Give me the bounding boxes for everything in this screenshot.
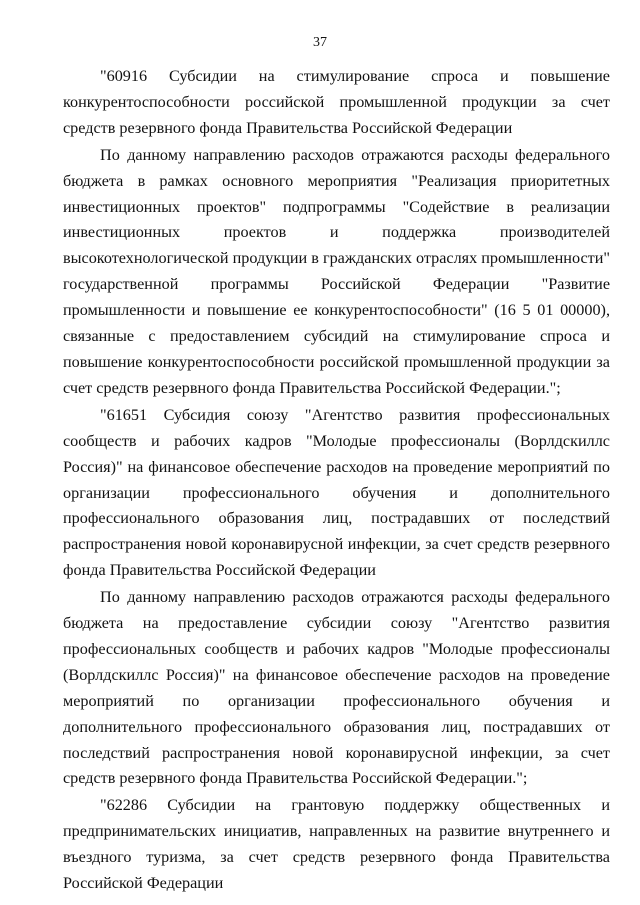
document-body: [63, 64, 610, 898]
paragraph-60916-description: По данному направлению расходов отражаются расходы федерального бюджета в рамках основного мероприятия "Реализация приоритетных инвестиционных проектов" подпрограммы "Содействие в реализации инвестиционных проектов и поддержка производителей высокотехнологической продукции в гражданских отраслях промышленности" государственной программы Российской Федерации "Развитие промышленности и повышение ее конкурентоспособности" (16 5 01 00000), связанные с предоставлением субсидий на стимулирование спроса и повышение конкурентоспособности российской промышленной продукции за счет средств резервного фонда Правительства Российской Федерации.";: [63, 145, 610, 397]
paragraph-62286-title: "62286 Субсидии на грантовую поддержку общественных и предпринимательских инициатив, направленных на развитие внутреннего и въездного туризма, за счет средств резервного фонда Правительства Российской Федерации: [63, 796, 610, 893]
page-number: 37: [313, 35, 327, 50]
paragraph-61651-description: По данному направлению расходов отражаются расходы федерального бюджета на предоставление субсидии союзу "Агентство развития профессиональных сообществ и рабочих кадров "Молодые профессионалы (Ворлдскиллс Россия)" на финансовое обеспечение расходов на проведение мероприятий по организации профессионального обучения и дополнительного профессионального образования лиц, пострадавших от последствий распространения новой коронавирусной инфекции, за счет средств резервного фонда Правительства Российской Федерации.";: [63, 588, 610, 788]
paragraph-60916-title: "60916 Субсидии на стимулирование спроса и повышение конкурентоспособности российской промышленной продукции за счет средств резервного фонда Правительства Российской Федерации: [63, 67, 610, 137]
paragraph-61651-title: "61651 Субсидия союзу "Агентство развития профессиональных сообществ и рабочих кадров "Молодые профессионалы (Ворлдскиллс Россия)" на финансовое обеспечение расходов на проведение мероприятий по организации профессионального обучения и дополнительного профессионального образования лиц, пострадавших от последствий распространения новой коронавирусной инфекции, за счет средств резервного фонда Правительства Российской Федерации: [63, 405, 610, 580]
